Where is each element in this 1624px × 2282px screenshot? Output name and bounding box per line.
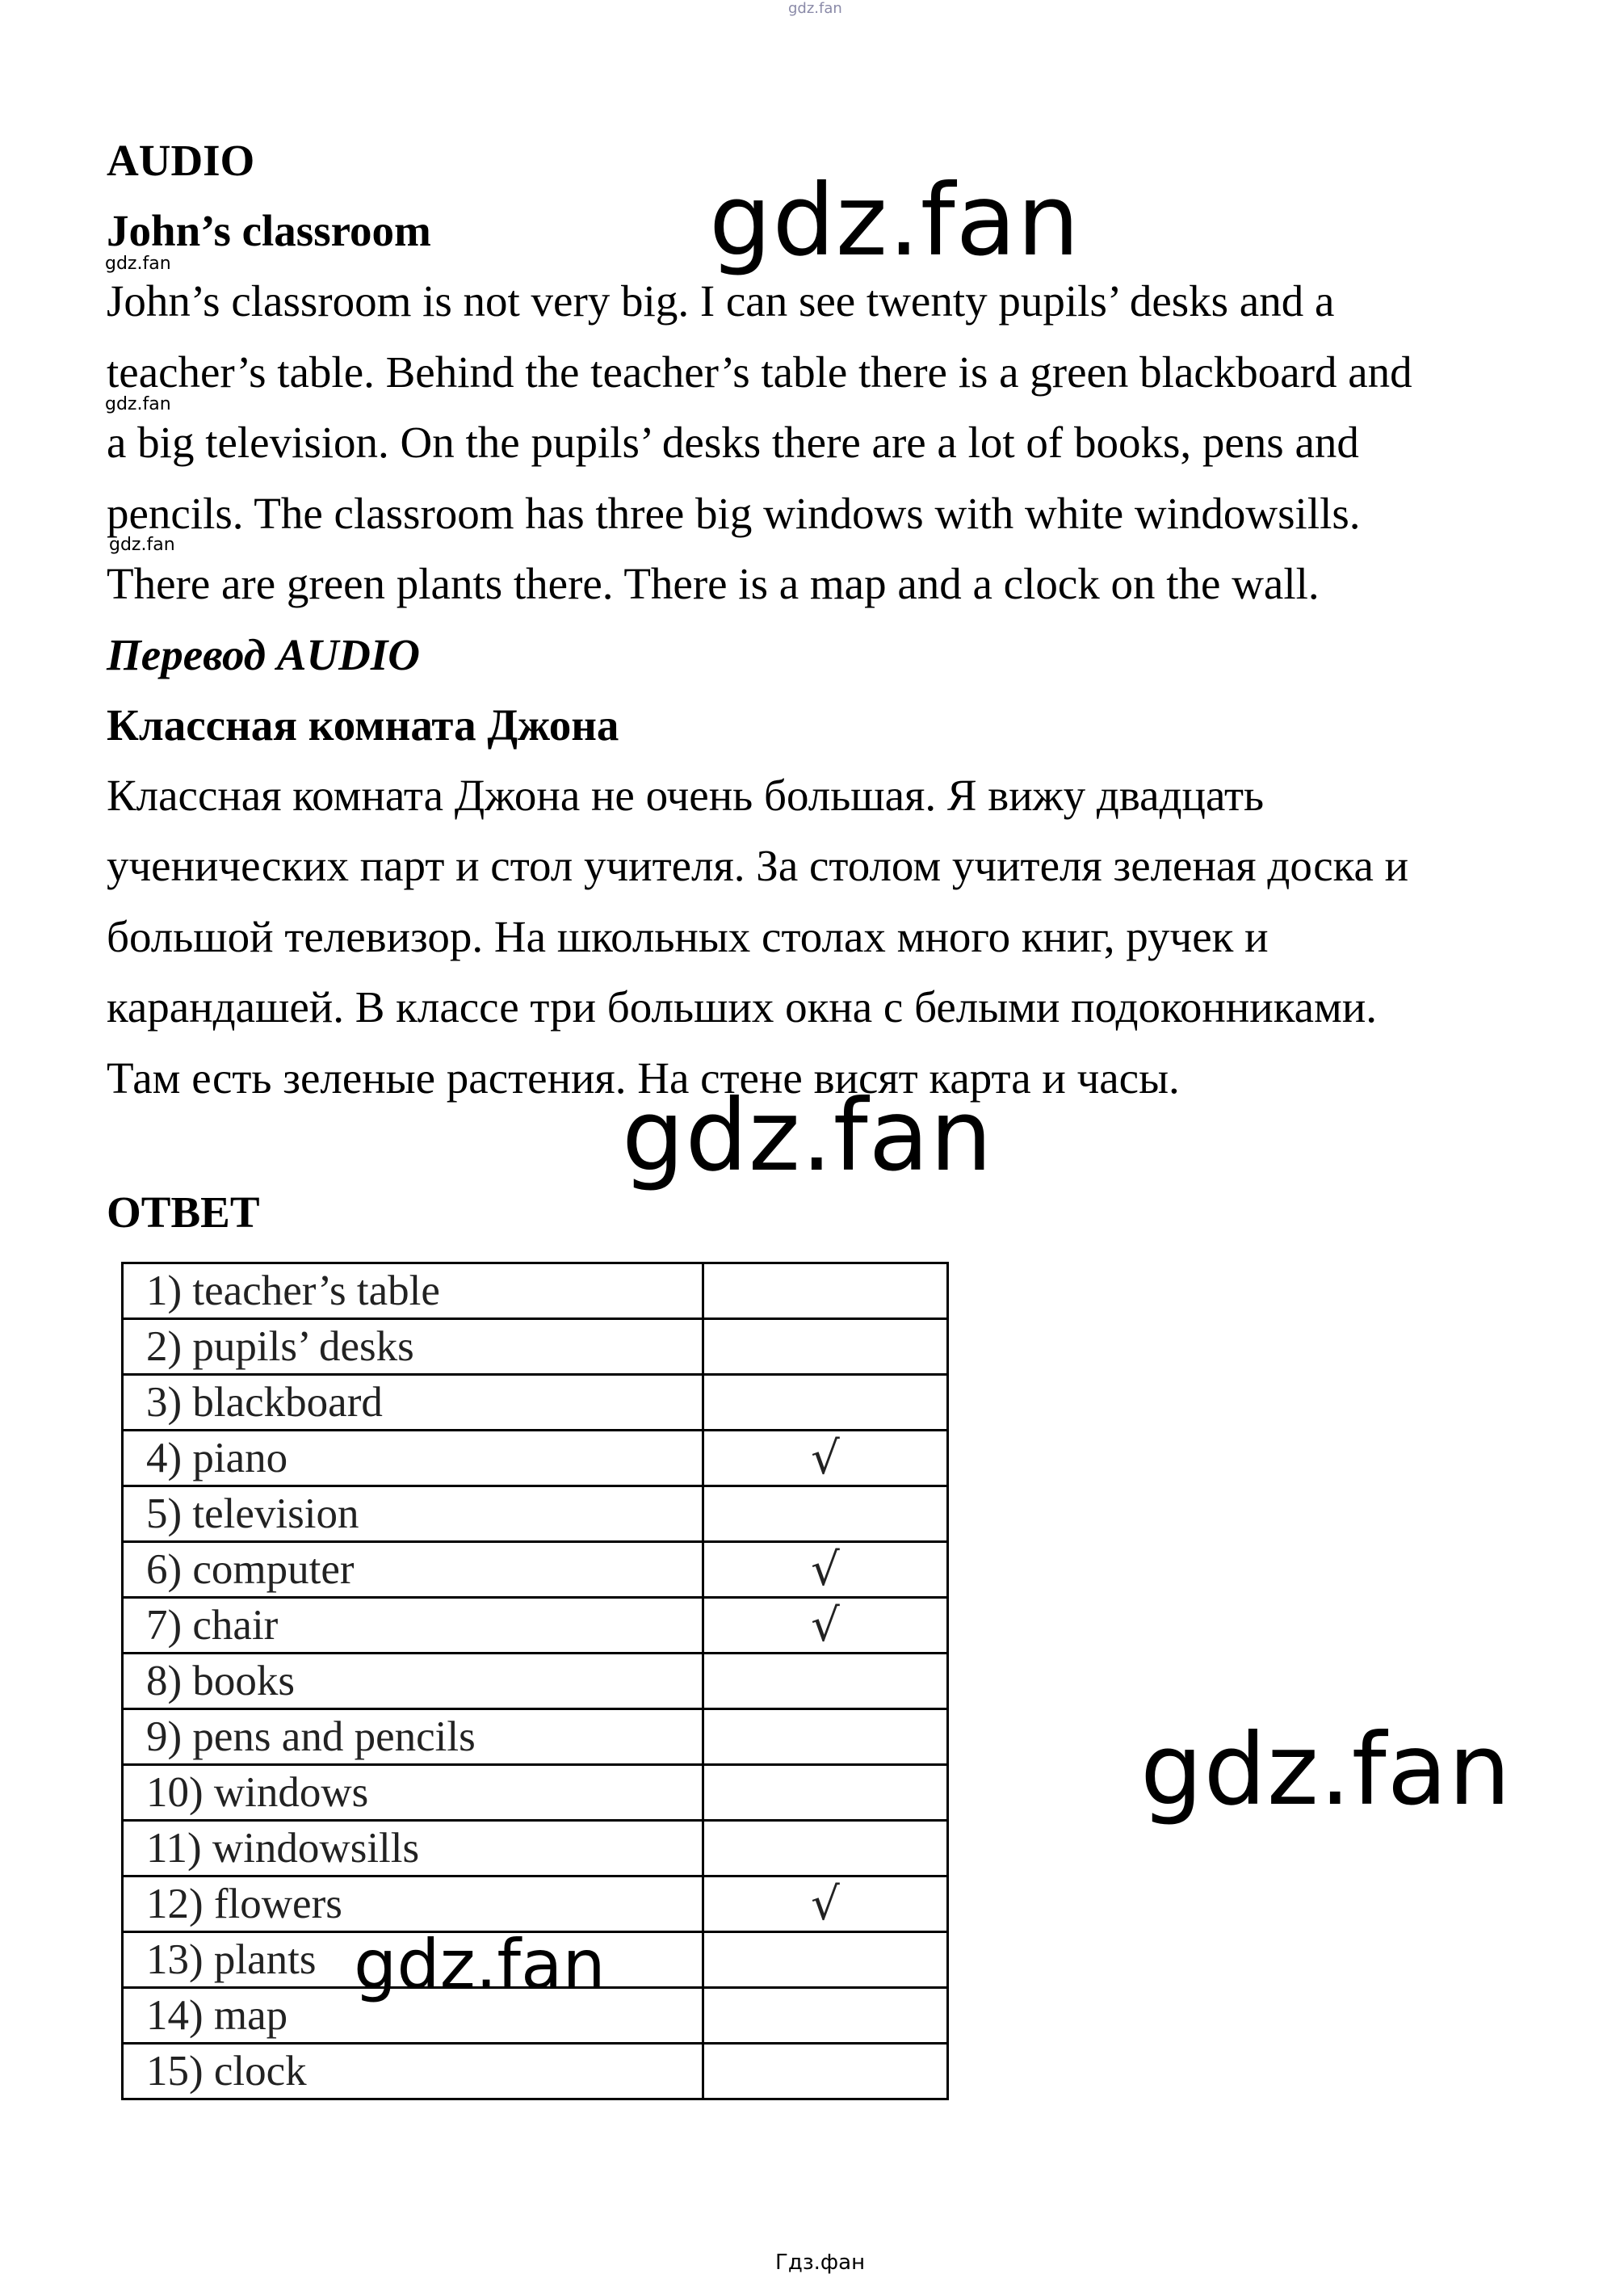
answer-heading: ОТВЕТ: [107, 1187, 260, 1237]
text-line: Классная комната Джона не очень большая. Я вижу двадцать: [107, 770, 1265, 820]
answer-mark: [703, 1319, 948, 1375]
answer-mark: √: [703, 1598, 948, 1654]
document-body: [107, 125, 1560, 1113]
watermark-medium: gdz.fan: [354, 1925, 606, 2004]
answer-item: 10) windows: [123, 1765, 703, 1821]
answer-mark: [703, 2044, 948, 2099]
watermark-small: gdz.fan: [105, 254, 171, 274]
audio-title: John’s classroom: [107, 206, 431, 255]
watermark-top: gdz.fan: [788, 0, 842, 17]
watermark-small: gdz.fan: [105, 394, 171, 414]
text-line: teacher’s table. Behind the teacher’s table there is a green blackboard and: [107, 347, 1412, 397]
answer-item: 7) chair: [123, 1598, 703, 1654]
answer-item: 5) television: [123, 1486, 703, 1542]
answer-item: 6) computer: [123, 1542, 703, 1598]
text-line: There are green plants there. There is a map and a clock on the wall.: [107, 559, 1320, 608]
watermark-large: gdz.fan: [622, 1078, 993, 1193]
table-row: [123, 1709, 948, 1765]
text-line: a big television. On the pupils’ desks there are a lot of books, pens and: [107, 418, 1359, 467]
table-row: [123, 2044, 948, 2099]
table-row: [123, 1319, 948, 1375]
answer-item: 1) teacher’s table: [123, 1263, 703, 1319]
table-row: [123, 1821, 948, 1876]
answer-mark: [703, 1765, 948, 1821]
translation-title: Классная комната Джона: [107, 700, 619, 750]
text-line: ученических парт и стол учителя. За столом учителя зеленая доска и: [107, 841, 1409, 890]
answer-item: 2) pupils’ desks: [123, 1319, 703, 1375]
answer-item: 8) books: [123, 1654, 703, 1709]
answer-mark: [703, 1709, 948, 1765]
answer-mark: [703, 1988, 948, 2044]
answer-item: 11) windowsills: [123, 1821, 703, 1876]
text-line: pencils. The classroom has three big windows with white windowsills.: [107, 488, 1361, 538]
table-row: [123, 1375, 948, 1431]
table-row: [123, 1598, 948, 1654]
answer-mark: [703, 1654, 948, 1709]
answer-item: 13) plants: [123, 1932, 703, 1988]
answer-mark: √: [703, 1542, 948, 1598]
answer-item: 12) flowers: [123, 1876, 703, 1932]
answer-mark: [703, 1821, 948, 1876]
watermark-large: gdz.fan: [1140, 1713, 1512, 1827]
text-line: карандашей. В классе три больших окна с белыми подоконниками.: [107, 982, 1378, 1032]
table-row: [123, 1263, 948, 1319]
audio-text: [107, 266, 1560, 620]
table-row: [123, 1542, 948, 1598]
answer-item: 4) piano: [123, 1431, 703, 1486]
answer-mark: √: [703, 1431, 948, 1486]
table-row: [123, 1765, 948, 1821]
text-line: большой телевизор. На школьных столах много книг, ручек и: [107, 911, 1269, 961]
answer-mark: [703, 1486, 948, 1542]
answer-item: 15) clock: [123, 2044, 703, 2099]
table-row: [123, 1876, 948, 1932]
answer-mark: √: [703, 1876, 948, 1932]
answer-mark: [703, 1375, 948, 1431]
answer-item: 3) blackboard: [123, 1375, 703, 1431]
text-line: Там есть зеленые растения. На стене висят карта и часы.: [107, 1053, 1180, 1103]
watermark-large: gdz.fan: [709, 163, 1081, 278]
text-line: John’s classroom is not very big. I can see twenty pupils’ desks and a: [107, 276, 1335, 326]
answer-item: 9) pens and pencils: [123, 1709, 703, 1765]
audio-heading: AUDIO: [107, 136, 255, 185]
translation-heading: Перевод AUDIO: [107, 629, 421, 679]
watermark-bottom: Гдз.фан: [775, 2250, 866, 2275]
answer-item: 14) map: [123, 1988, 703, 2044]
table-row: [123, 1431, 948, 1486]
watermark-small: gdz.fan: [109, 535, 175, 555]
translation-text: [107, 760, 1560, 1114]
answer-mark: [703, 1263, 948, 1319]
table-row: [123, 1486, 948, 1542]
table-row: [123, 1654, 948, 1709]
answer-mark: [703, 1932, 948, 1988]
